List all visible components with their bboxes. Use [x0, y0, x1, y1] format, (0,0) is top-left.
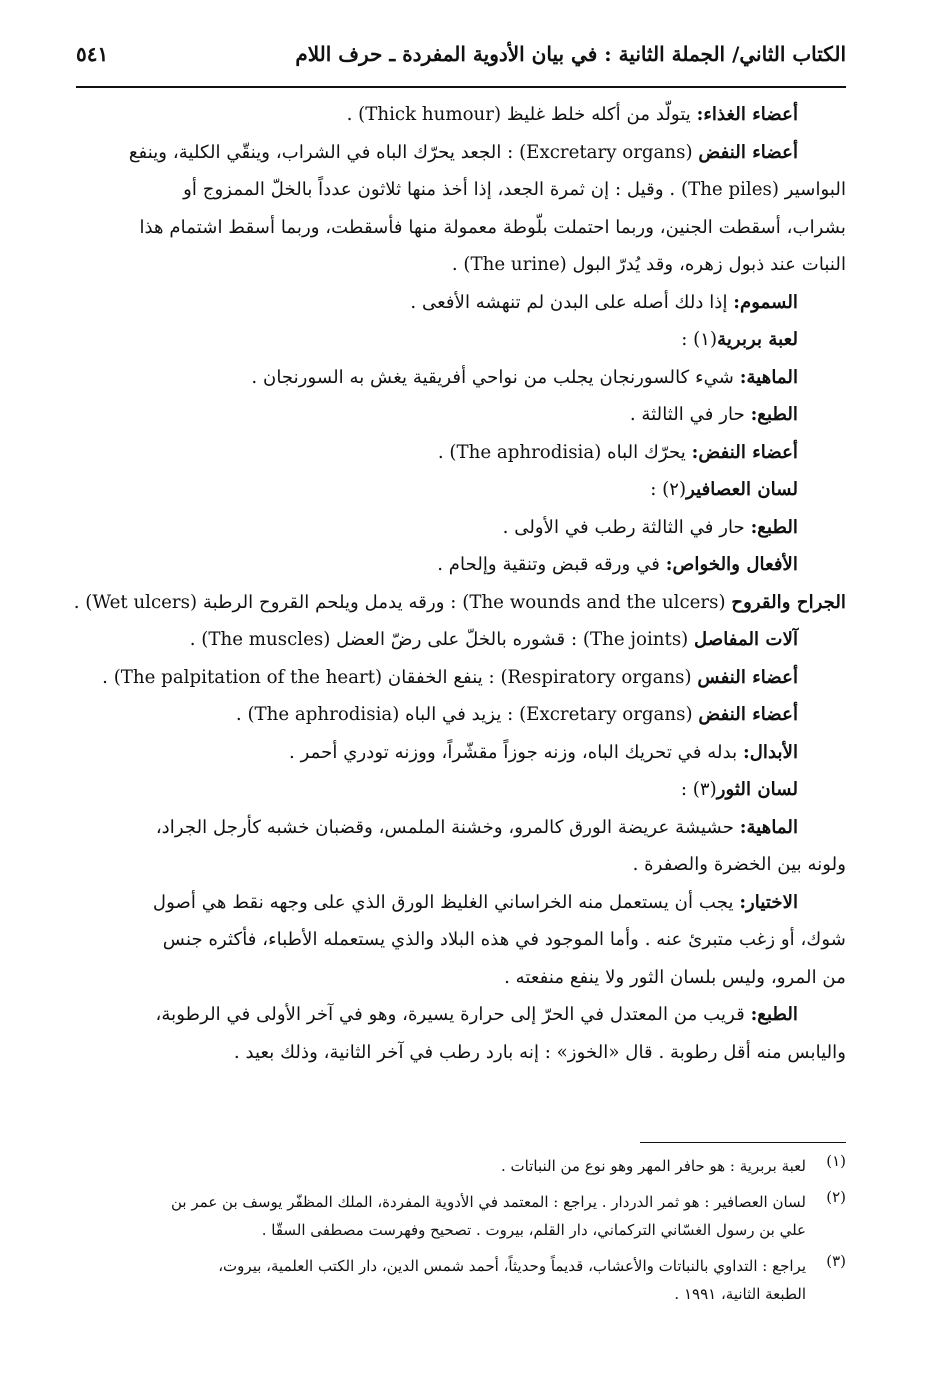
footnote-line: علي بن رسول الغسّاني التركماني، دار القلم، بيروت . تصحيح وفهرست مصطفى السقّا . [261, 1221, 806, 1239]
entry-term: الطبع: [750, 516, 798, 538]
entry-term: الطبع: [750, 1004, 798, 1025]
text-line [76, 321, 846, 359]
entry-text: إذا دلك أصله على البدن لم تنهشه الأفعى . [410, 291, 734, 313]
text-line [76, 509, 846, 547]
footnote-line: يراجع : التداوي بالنباتات والأعشاب، قديماً وحديثاً، أحمد شمس الدين، دار الكتب العلمية، بيروت، [218, 1257, 806, 1275]
text-line [76, 134, 846, 172]
entry-term: الطبع: [750, 404, 798, 425]
text-line [76, 921, 846, 959]
text-line [76, 696, 846, 734]
footnote-number: (٢) [826, 1188, 846, 1206]
entry-term: لسان الثور [716, 779, 798, 800]
text-line [76, 996, 846, 1034]
text-line [76, 884, 846, 922]
entry-text: (٣) : [680, 779, 717, 800]
entry-text: يجب أن يستعمل منه الخراساني الغليظ الورق الذي على وجهه نقط هي أصول [152, 891, 740, 913]
entry-text: يتولّد من أكله خلط غليظ (Thick humour) . [346, 104, 697, 125]
text-line [76, 771, 846, 809]
entry-term: أعضاء الغذاء: [696, 104, 798, 125]
entry-text: (Excretary organs) : الجعد يحرّك الباه في الشراب، وينقّي الكلية، وينفع [128, 141, 699, 163]
entry-text: بدله في تحريك الباه، وزنه جوزاً مقشّراً، ووزنه تودري أحمر . [289, 741, 743, 763]
entry-text: شيء كالسورنجان يجلب من نواحي أفريقية يغش به السورنجان . [251, 366, 740, 388]
header-rule [76, 86, 846, 88]
entry-term: السموم: [733, 291, 798, 313]
text-line [76, 209, 846, 247]
entry-text: قريب من المعتدل في الحرّ إلى حرارة يسيرة، وهو في آخر الأولى في الرطوبة، [155, 1004, 751, 1025]
text-line [76, 546, 846, 584]
text-line [76, 621, 846, 659]
entry-text: حار في الثالثة رطب في الأولى . [502, 516, 751, 538]
text-line [76, 396, 846, 434]
footnote-line: الطبعة الثانية، ١٩٩١ . [674, 1285, 806, 1303]
text-line [76, 809, 846, 847]
entry-text: ولونه بين الخضرة والصفرة . [632, 854, 846, 875]
text-line [73, 584, 846, 622]
text-line [76, 846, 846, 884]
footnote-line: لعبة بربرية : هو حافر المهر وهو نوع من النباتات . [500, 1157, 806, 1175]
entry-term: أعضاء النفس [697, 666, 798, 688]
entry-text: شوك، أو زغب متبرئ عنه . وأما الموجود في هذه البلاد والذي يستعمله الأطباء، فأكثره جنس [162, 929, 846, 950]
entry-term: الاختيار: [739, 891, 798, 913]
entry-text: واليابس منه أقل رطوبة . قال «الخوز» : إنه بارد رطب في آخر الثانية، وذلك بعيد . [233, 1041, 846, 1063]
entry-text: (٢) : [650, 479, 687, 500]
text-line [76, 959, 846, 997]
entry-term: أعضاء النفض [698, 141, 798, 163]
entry-text: يحرّك الباه (The aphrodisia) . [437, 441, 692, 463]
entry-term: أعضاء النفض [698, 704, 798, 725]
text-line [76, 434, 846, 472]
entry-text: (١) : [681, 329, 718, 350]
text-line [76, 734, 846, 772]
text-line [76, 471, 846, 509]
entry-text: (Respiratory organs) : ينفع الخفقان (The palpitation of the heart) . [102, 666, 698, 688]
entry-text: من المرو، وليس بلسان الثور ولا ينفع منفعته . [504, 966, 846, 988]
entry-term: لسان العصافير [686, 479, 798, 500]
entry-text: في ورقه قبض وتنقية وإلحام . [437, 554, 666, 575]
text-line [76, 284, 846, 322]
text-line [76, 659, 846, 697]
text-line [76, 359, 846, 397]
entry-text: (Excretary organs) : يزيد في الباه (The aphrodisia) . [235, 704, 699, 725]
entry-term: أعضاء النفض: [691, 441, 798, 463]
footnote [76, 1152, 846, 1180]
text-line [76, 1034, 846, 1072]
running-header [76, 34, 846, 74]
footnotes [76, 1152, 846, 1316]
entry-term: لعبة بربرية [717, 329, 798, 350]
entry-term: آلات المفاصل [694, 629, 798, 650]
entry-text: البواسير (The piles) . وقيل : إن ثمرة الجعد، إذا أخذ منها ثلاثون عدداً بالخلّ الممزوج أو [183, 179, 846, 200]
entry-text: (The joints) : قشوره بالخلّ على رضّ العضل (The muscles) . [189, 629, 695, 650]
text-line [76, 96, 846, 134]
running-title: الكتاب الثاني/ الجملة الثانية : في بيان الأدوية المفردة ـ حرف اللام [295, 42, 846, 66]
entry-term: الماهية: [739, 816, 798, 838]
footnote-rule [640, 1142, 846, 1143]
footnote-number: (٣) [826, 1252, 846, 1270]
entry-text: بشراب، أسقطت الجنين، وربما احتملت بلّوطة معمولة منها فأسقطت، وربما أسقط اشتمام هذا [139, 216, 846, 238]
text-line [76, 171, 846, 209]
entry-text: حار في الثالثة . [629, 404, 751, 425]
text-line [76, 246, 846, 284]
entry-term: الماهية: [739, 366, 798, 388]
footnote [76, 1252, 846, 1308]
entry-text: حشيشة عريضة الورق كالمرو، وخشنة الملمس، وقضبان خشبه كأرجل الجراد، [155, 816, 740, 838]
main-text [73, 96, 846, 1071]
page-number: ٥٤١ [76, 42, 109, 66]
entry-text: النبات عند ذبول زهره، وقد يُدرّ البول (The urine) . [451, 254, 846, 275]
entry-term: الجراح والقروح [731, 591, 846, 613]
entry-text: (The wounds and the ulcers) : ورقه يدمل ويلحم القروح الرطبة (Wet ulcers) . [73, 591, 732, 613]
entry-term: الأفعال والخواص: [665, 554, 798, 575]
entry-term: الأبدال: [742, 741, 798, 763]
footnote [76, 1188, 846, 1244]
footnote-number: (١) [826, 1152, 846, 1170]
footnote-line: لسان العصافير : هو ثمر الدردار . يراجع : المعتمد في الأدوية المفردة، الملك المظفّر يوسف بن عمر بن [171, 1193, 806, 1211]
